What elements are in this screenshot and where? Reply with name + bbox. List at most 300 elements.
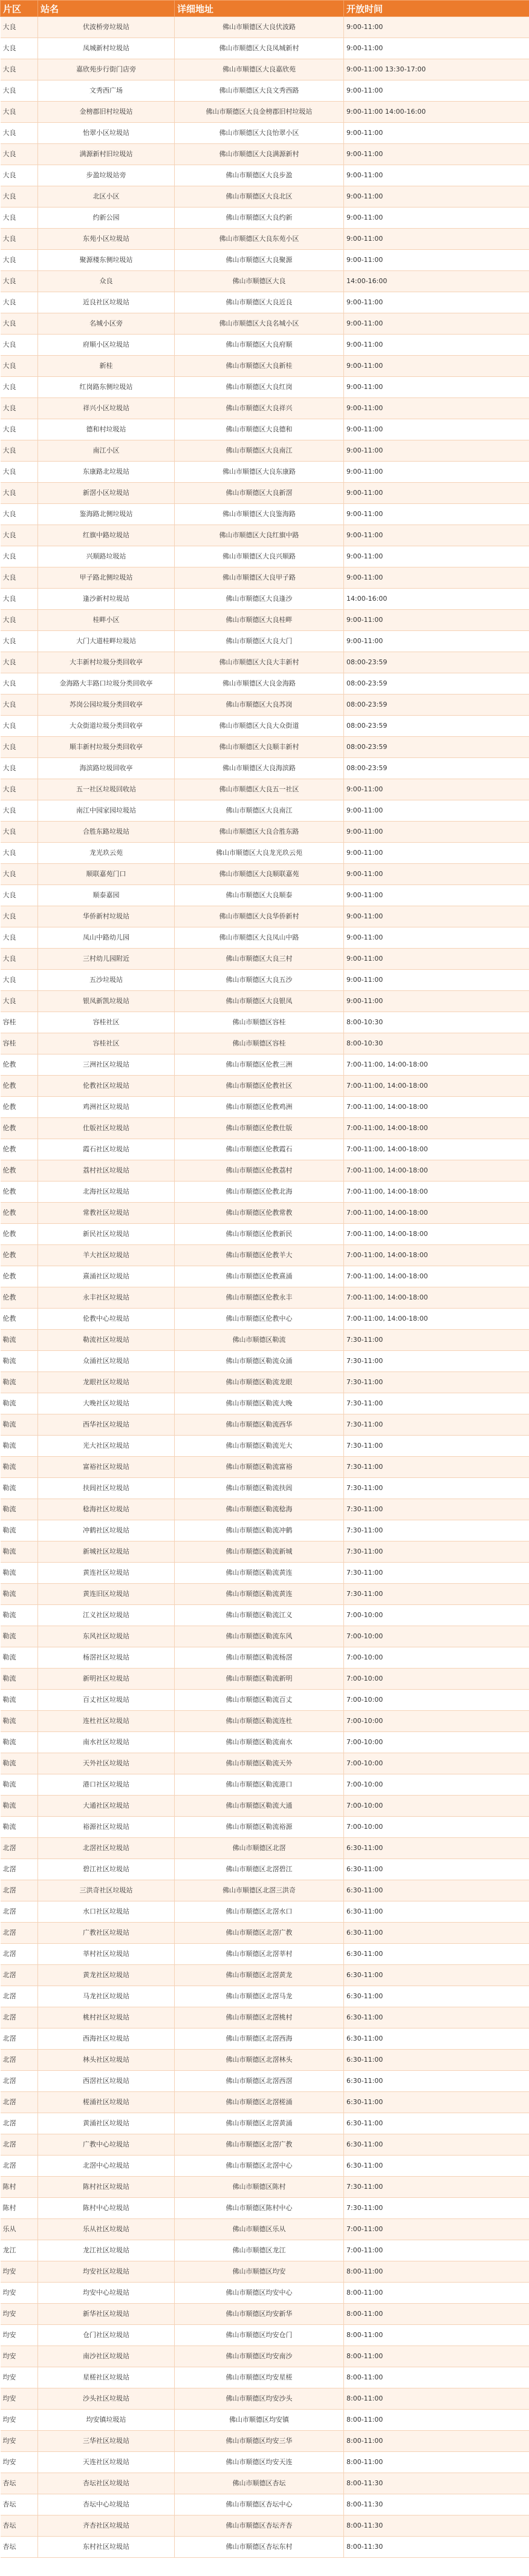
table-row [1, 546, 529, 567]
table-row [1, 927, 529, 949]
row-hours: 7:00-11:00, 14:00-18:00 [344, 1245, 529, 1266]
table-row [1, 737, 529, 758]
row-hours: 7:30-11:00 [344, 1393, 529, 1414]
table-row [1, 59, 529, 80]
row-district: 大良 [1, 737, 38, 758]
table-row [1, 1012, 529, 1033]
table-row [1, 673, 529, 695]
row-hours: 8:00-11:00 [344, 2261, 529, 2283]
table-row [1, 144, 529, 165]
row-district: 大良 [1, 970, 38, 991]
table-row [1, 1541, 529, 1563]
row-address: 佛山市顺德区大良聚源 [175, 250, 344, 271]
row-hours: 7:00-11:00, 14:00-18:00 [344, 1160, 529, 1182]
table-row [1, 652, 529, 673]
row-hours: 08:00-23:59 [344, 716, 529, 737]
row-hours: 9:00-11:00 14:00-16:00 [344, 102, 529, 123]
row-district: 勒流 [1, 1541, 38, 1563]
row-district: 北滘 [1, 2028, 38, 2050]
row-site-name: 龙眼社区垃圾站 [38, 1372, 175, 1393]
row-address: 佛山市顺德区北滘碧江 [175, 1859, 344, 1880]
table-row [1, 1669, 529, 1690]
table-row [1, 38, 529, 59]
row-district: 勒流 [1, 1351, 38, 1372]
row-address: 佛山市顺德区勒流 [175, 1330, 344, 1351]
row-district: 大良 [1, 546, 38, 567]
row-site-name: 水口社区垃圾站 [38, 1901, 175, 1923]
table-row [1, 1139, 529, 1160]
row-site-name: 莘村社区垃圾站 [38, 1944, 175, 1965]
table-row [1, 885, 529, 906]
table-row [1, 1732, 529, 1753]
row-district: 均安 [1, 2283, 38, 2304]
row-address: 佛山市顺德区大良伏波路 [175, 17, 344, 38]
row-hours: 7:00-11:00, 14:00-18:00 [344, 1287, 529, 1309]
row-district: 大良 [1, 864, 38, 885]
table-row [1, 1054, 529, 1076]
row-address: 佛山市顺德区勒流杨滘 [175, 1647, 344, 1669]
table-row [1, 2113, 529, 2134]
row-hours: 9:00-11:00 [344, 377, 529, 398]
table-row [1, 567, 529, 589]
row-hours: 7:30-11:00 [344, 1414, 529, 1436]
row-hours: 7:00-11:00, 14:00-18:00 [344, 1054, 529, 1076]
row-district: 北滘 [1, 1965, 38, 1986]
row-hours: 7:00-10:00 [344, 1690, 529, 1711]
row-site-name: 府顺小区垃圾站 [38, 335, 175, 356]
row-address: 佛山市顺德区大良兴顺路 [175, 546, 344, 567]
row-district: 大良 [1, 589, 38, 610]
row-hours: 9:00-11:00 [344, 38, 529, 59]
table-row [1, 1224, 529, 1245]
row-district: 北滘 [1, 2156, 38, 2177]
row-address: 佛山市顺德区大良顺丰新村 [175, 737, 344, 758]
row-hours: 9:00-11:00 [344, 186, 529, 208]
row-site-name: 北滘中心垃圾站 [38, 2156, 175, 2177]
row-address: 佛山市顺德区均安中心 [175, 2283, 344, 2304]
table-row [1, 2283, 529, 2304]
row-district: 大良 [1, 758, 38, 779]
table-body [1, 17, 529, 2558]
row-district: 大良 [1, 356, 38, 377]
row-hours: 9:00-11:00 13:30-17:00 [344, 59, 529, 80]
row-address: 佛山市顺德区大良近良 [175, 292, 344, 313]
table-row [1, 2325, 529, 2346]
row-hours: 7:00-10:00 [344, 1626, 529, 1647]
row-district: 均安 [1, 2261, 38, 2283]
row-site-name: 江义社区垃圾站 [38, 1605, 175, 1626]
row-address: 佛山市顺德区大良满源新村 [175, 144, 344, 165]
row-hours: 9:00-11:00 [344, 822, 529, 843]
row-address: 佛山市顺德区大良顺泰 [175, 885, 344, 906]
row-hours: 6:30-11:00 [344, 1859, 529, 1880]
table-row [1, 2050, 529, 2071]
row-address: 佛山市顺德区勒流裕源 [175, 1817, 344, 1838]
table-row [1, 1838, 529, 1859]
table-row [1, 2367, 529, 2388]
row-address: 佛山市顺德区勒流新明 [175, 1669, 344, 1690]
row-hours: 08:00-23:59 [344, 737, 529, 758]
row-hours: 7:00-11:00, 14:00-18:00 [344, 1182, 529, 1203]
row-address: 佛山市顺德区勒流黄连 [175, 1563, 344, 1584]
row-address: 佛山市顺德区大良金海路 [175, 673, 344, 695]
row-site-name: 稔海社区垃圾站 [38, 1499, 175, 1520]
row-district: 大良 [1, 716, 38, 737]
table-row [1, 1287, 529, 1309]
row-district: 勒流 [1, 1393, 38, 1414]
table-row [1, 970, 529, 991]
row-address: 佛山市顺德区勒流大晚 [175, 1393, 344, 1414]
row-hours: 6:30-11:00 [344, 1901, 529, 1923]
table-header-row [1, 1, 529, 17]
table-row [1, 864, 529, 885]
header-district: 片区 [1, 1, 38, 17]
row-address: 佛山市顺德区北滘桃村 [175, 2007, 344, 2028]
row-hours: 7:00-11:00, 14:00-18:00 [344, 1203, 529, 1224]
row-address: 佛山市顺德区北滘中心 [175, 2156, 344, 2177]
row-address: 佛山市顺德区勒流黄连 [175, 1584, 344, 1605]
row-district: 勒流 [1, 1563, 38, 1584]
table-row [1, 80, 529, 102]
table-row [1, 250, 529, 271]
table-row [1, 2410, 529, 2431]
table-row [1, 2240, 529, 2261]
row-hours: 9:00-11:00 [344, 970, 529, 991]
row-site-name: 西海社区垃圾站 [38, 2028, 175, 2050]
row-site-name: 大丰新村垃圾分类回收亭 [38, 652, 175, 673]
table-row [1, 2494, 529, 2516]
table-row [1, 419, 529, 440]
table-row [1, 229, 529, 250]
row-hours: 9:00-11:00 [344, 229, 529, 250]
table-row [1, 2346, 529, 2367]
row-district: 伦教 [1, 1118, 38, 1139]
row-site-name: 文秀西广场 [38, 80, 175, 102]
table-row [1, 313, 529, 335]
row-site-name: 大众街道垃圾分类回收亭 [38, 716, 175, 737]
row-site-name: 满源新村旧垃圾站 [38, 144, 175, 165]
row-hours: 7:00-11:00 [344, 2219, 529, 2240]
row-site-name: 大通社区垃圾站 [38, 1796, 175, 1817]
row-district: 容桂 [1, 1012, 38, 1033]
table-row [1, 589, 529, 610]
row-site-name: 德和村垃圾站 [38, 419, 175, 440]
row-address: 佛山市顺德区勒流百丈 [175, 1690, 344, 1711]
row-address: 佛山市顺德区大良南江 [175, 440, 344, 462]
row-address: 佛山市顺德区勒流大通 [175, 1796, 344, 1817]
row-address: 佛山市顺德区伦教熹涌 [175, 1266, 344, 1287]
row-address: 佛山市顺德区勒流众涌 [175, 1351, 344, 1372]
row-address: 佛山市顺德区大良逢沙 [175, 589, 344, 610]
row-hours: 9:00-11:00 [344, 779, 529, 800]
row-site-name: 碧江社区垃圾站 [38, 1859, 175, 1880]
row-site-name: 星槎社区垃圾站 [38, 2367, 175, 2388]
row-site-name: 冲鹤社区垃圾站 [38, 1520, 175, 1541]
table-row [1, 1076, 529, 1097]
table-row [1, 271, 529, 292]
row-hours: 7:00-11:00, 14:00-18:00 [344, 1266, 529, 1287]
row-hours: 7:00-11:00, 14:00-18:00 [344, 1097, 529, 1118]
row-address: 佛山市顺德区均安新华 [175, 2304, 344, 2325]
row-district: 均安 [1, 2367, 38, 2388]
row-site-name: 南水社区垃圾站 [38, 1732, 175, 1753]
row-hours: 9:00-11:00 [344, 250, 529, 271]
row-address: 佛山市顺德区均安三华 [175, 2431, 344, 2452]
row-hours: 9:00-11:00 [344, 208, 529, 229]
table-row [1, 2516, 529, 2537]
table-row [1, 779, 529, 800]
table-row [1, 186, 529, 208]
table-row [1, 1944, 529, 1965]
row-address: 佛山市顺德区大良合胜东路 [175, 822, 344, 843]
row-address: 佛山市顺德区伦教社区 [175, 1076, 344, 1097]
table-row [1, 2156, 529, 2177]
row-site-name: 新城社区垃圾站 [38, 1541, 175, 1563]
row-site-name: 五沙垃圾站 [38, 970, 175, 991]
row-district: 北滘 [1, 1901, 38, 1923]
row-hours: 8:00-11:30 [344, 2516, 529, 2537]
row-district: 大良 [1, 906, 38, 927]
row-district: 勒流 [1, 1753, 38, 1774]
row-hours: 7:00-10:00 [344, 1605, 529, 1626]
row-hours: 6:30-11:00 [344, 2156, 529, 2177]
row-site-name: 逢沙新村垃圾站 [38, 589, 175, 610]
row-site-name: 均安中心垃圾站 [38, 2283, 175, 2304]
row-address: 佛山市顺德区北滘西滘 [175, 2071, 344, 2092]
table-row [1, 1901, 529, 1923]
row-site-name: 新明社区垃圾站 [38, 1669, 175, 1690]
row-site-name: 伦教社区垃圾站 [38, 1076, 175, 1097]
row-hours: 9:00-11:00 [344, 800, 529, 822]
row-hours: 08:00-23:59 [344, 652, 529, 673]
row-district: 勒流 [1, 1414, 38, 1436]
row-site-name: 近良社区垃圾站 [38, 292, 175, 313]
row-hours: 9:00-11:00 [344, 80, 529, 102]
table-row [1, 335, 529, 356]
row-district: 勒流 [1, 1605, 38, 1626]
row-district: 大良 [1, 59, 38, 80]
table-row [1, 2198, 529, 2219]
row-hours: 6:30-11:00 [344, 2092, 529, 2113]
row-district: 伦教 [1, 1097, 38, 1118]
row-district: 勒流 [1, 1436, 38, 1457]
row-hours: 9:00-11:00 [344, 313, 529, 335]
row-site-name: 东风社区垃圾站 [38, 1626, 175, 1647]
table-row [1, 2219, 529, 2240]
row-district: 北滘 [1, 2050, 38, 2071]
row-hours: 9:00-11:00 [344, 906, 529, 927]
header-site: 站名 [38, 1, 175, 17]
row-district: 伦教 [1, 1054, 38, 1076]
row-site-name: 步盈垃圾站旁 [38, 165, 175, 186]
row-hours: 8:00-11:00 [344, 2325, 529, 2346]
table-row [1, 2007, 529, 2028]
row-address: 佛山市顺德区勒流港口 [175, 1774, 344, 1796]
table-row [1, 1711, 529, 1732]
row-site-name: 金榜郡旧村垃圾站 [38, 102, 175, 123]
row-address: 佛山市顺德区均安星槎 [175, 2367, 344, 2388]
row-site-name: 东村社区垃圾站 [38, 2537, 175, 2558]
row-site-name: 三村幼儿园附近 [38, 949, 175, 970]
row-site-name: 南江小区 [38, 440, 175, 462]
row-site-name: 海滨路垃圾回收亭 [38, 758, 175, 779]
row-site-name: 仕版社区垃圾站 [38, 1118, 175, 1139]
row-hours: 7:00-10:00 [344, 1711, 529, 1732]
header-hours: 开放时间 [344, 1, 529, 17]
row-district: 伦教 [1, 1245, 38, 1266]
row-district: 杏坛 [1, 2516, 38, 2537]
row-district: 勒流 [1, 1330, 38, 1351]
row-site-name: 均安社区垃圾站 [38, 2261, 175, 2283]
row-address: 佛山市顺德区大良祥兴 [175, 398, 344, 419]
row-hours: 6:30-11:00 [344, 1838, 529, 1859]
row-address: 佛山市顺德区伦教荔村 [175, 1160, 344, 1182]
table-row [1, 1965, 529, 1986]
row-district: 大良 [1, 440, 38, 462]
row-address: 佛山市顺德区伦教三洲 [175, 1054, 344, 1076]
row-district: 大良 [1, 186, 38, 208]
table-row [1, 17, 529, 38]
row-address: 佛山市顺德区大良凤山中路 [175, 927, 344, 949]
row-address: 佛山市顺德区勒流新城 [175, 1541, 344, 1563]
table-row [1, 1520, 529, 1541]
row-site-name: 北滘社区垃圾站 [38, 1838, 175, 1859]
row-site-name: 名城小区旁 [38, 313, 175, 335]
row-district: 勒流 [1, 1817, 38, 1838]
row-address: 佛山市顺德区勒流东风 [175, 1626, 344, 1647]
table-row [1, 906, 529, 927]
table-row [1, 1033, 529, 1054]
table-row [1, 1118, 529, 1139]
row-hours: 8:00-11:00 [344, 2431, 529, 2452]
row-site-name: 新滘小区垃圾站 [38, 483, 175, 504]
row-hours: 6:30-11:00 [344, 2007, 529, 2028]
row-hours: 9:00-11:00 [344, 144, 529, 165]
table-row [1, 356, 529, 377]
row-district: 北滘 [1, 2071, 38, 2092]
row-hours: 14:00-16:00 [344, 589, 529, 610]
row-hours: 9:00-11:00 [344, 567, 529, 589]
row-hours: 6:30-11:00 [344, 2028, 529, 2050]
row-site-name: 鉴海路北侧垃圾站 [38, 504, 175, 525]
table-row [1, 208, 529, 229]
row-district: 龙江 [1, 2240, 38, 2261]
row-site-name: 众良 [38, 271, 175, 292]
row-hours: 9:00-11:00 [344, 165, 529, 186]
row-site-name: 天外社区垃圾站 [38, 1753, 175, 1774]
row-hours: 7:30-11:00 [344, 1330, 529, 1351]
row-site-name: 百丈社区垃圾站 [38, 1690, 175, 1711]
row-site-name: 龙江社区垃圾站 [38, 2240, 175, 2261]
row-district: 乐从 [1, 2219, 38, 2240]
row-district: 勒流 [1, 1774, 38, 1796]
row-address: 佛山市顺德区大良大门 [175, 631, 344, 652]
row-hours: 6:30-11:00 [344, 1944, 529, 1965]
row-address: 佛山市顺德区大良大丰新村 [175, 652, 344, 673]
row-district: 勒流 [1, 1457, 38, 1478]
row-district: 陈村 [1, 2198, 38, 2219]
row-district: 大良 [1, 843, 38, 864]
row-district: 大良 [1, 800, 38, 822]
table-row [1, 102, 529, 123]
row-hours: 14:00-16:00 [344, 271, 529, 292]
row-site-name: 红岗路东侧垃圾站 [38, 377, 175, 398]
row-district: 大良 [1, 631, 38, 652]
row-site-name: 槎涌社区垃圾站 [38, 2092, 175, 2113]
table-row [1, 504, 529, 525]
row-hours: 8:00-11:00 [344, 2367, 529, 2388]
row-hours: 7:00-11:00, 14:00-18:00 [344, 1118, 529, 1139]
row-hours: 7:00-11:00, 14:00-18:00 [344, 1224, 529, 1245]
row-district: 勒流 [1, 1499, 38, 1520]
row-hours: 6:30-11:00 [344, 2071, 529, 2092]
row-district: 均安 [1, 2304, 38, 2325]
row-site-name: 杏坛中心垃圾站 [38, 2494, 175, 2516]
row-address: 佛山市顺德区勒流天外 [175, 1753, 344, 1774]
row-district: 均安 [1, 2325, 38, 2346]
row-hours: 9:00-11:00 [344, 462, 529, 483]
table-row [1, 1245, 529, 1266]
row-address: 佛山市顺德区大良凤城新村 [175, 38, 344, 59]
row-district: 大良 [1, 313, 38, 335]
row-district: 大良 [1, 123, 38, 144]
row-address: 佛山市顺德区大良约新 [175, 208, 344, 229]
row-district: 容桂 [1, 1033, 38, 1054]
row-address: 佛山市顺德区勒流西华 [175, 1414, 344, 1436]
row-site-name: 广教社区垃圾站 [38, 1923, 175, 1944]
row-site-name: 伦教中心垃圾站 [38, 1309, 175, 1330]
row-address: 佛山市顺德区大良金榜郡旧村垃圾站 [175, 102, 344, 123]
row-district: 勒流 [1, 1690, 38, 1711]
row-site-name: 合胜东路垃圾站 [38, 822, 175, 843]
row-address: 佛山市顺德区北滘三洪奇 [175, 1880, 344, 1901]
row-hours: 9:00-11:00 [344, 17, 529, 38]
row-hours: 9:00-11:00 [344, 335, 529, 356]
row-address: 佛山市顺德区大良府顺 [175, 335, 344, 356]
row-hours: 8:00-11:30 [344, 2494, 529, 2516]
row-address: 佛山市顺德区伦教鸡洲 [175, 1097, 344, 1118]
row-hours: 9:00-11:00 [344, 483, 529, 504]
table-row [1, 1330, 529, 1351]
row-hours: 7:30-11:00 [344, 1563, 529, 1584]
row-address: 佛山市顺德区大良甲子路 [175, 567, 344, 589]
table-row [1, 949, 529, 970]
row-address: 佛山市顺德区伦教霞石 [175, 1139, 344, 1160]
row-site-name: 祥兴小区垃圾站 [38, 398, 175, 419]
row-site-name: 金海路大丰路口垃圾分类回收亭 [38, 673, 175, 695]
row-address: 佛山市顺德区北滘莘村 [175, 1944, 344, 1965]
row-site-name: 光大社区垃圾站 [38, 1436, 175, 1457]
table-row [1, 1203, 529, 1224]
table-row [1, 1774, 529, 1796]
row-hours: 6:30-11:00 [344, 1880, 529, 1901]
row-address: 佛山市顺德区大良大众街道 [175, 716, 344, 737]
table-row [1, 165, 529, 186]
row-site-name: 约新公园 [38, 208, 175, 229]
row-address: 佛山市顺德区伦教羊大 [175, 1245, 344, 1266]
row-hours: 8:00-10:30 [344, 1033, 529, 1054]
table-row [1, 695, 529, 716]
table-row [1, 1647, 529, 1669]
row-hours: 6:30-11:00 [344, 1986, 529, 2007]
table-row [1, 631, 529, 652]
table-row [1, 2537, 529, 2558]
table-row [1, 1393, 529, 1414]
row-site-name: 凤城新村垃圾站 [38, 38, 175, 59]
table-row [1, 1266, 529, 1287]
row-hours: 9:00-11:00 [344, 292, 529, 313]
row-address: 佛山市顺德区北滘西海 [175, 2028, 344, 2050]
